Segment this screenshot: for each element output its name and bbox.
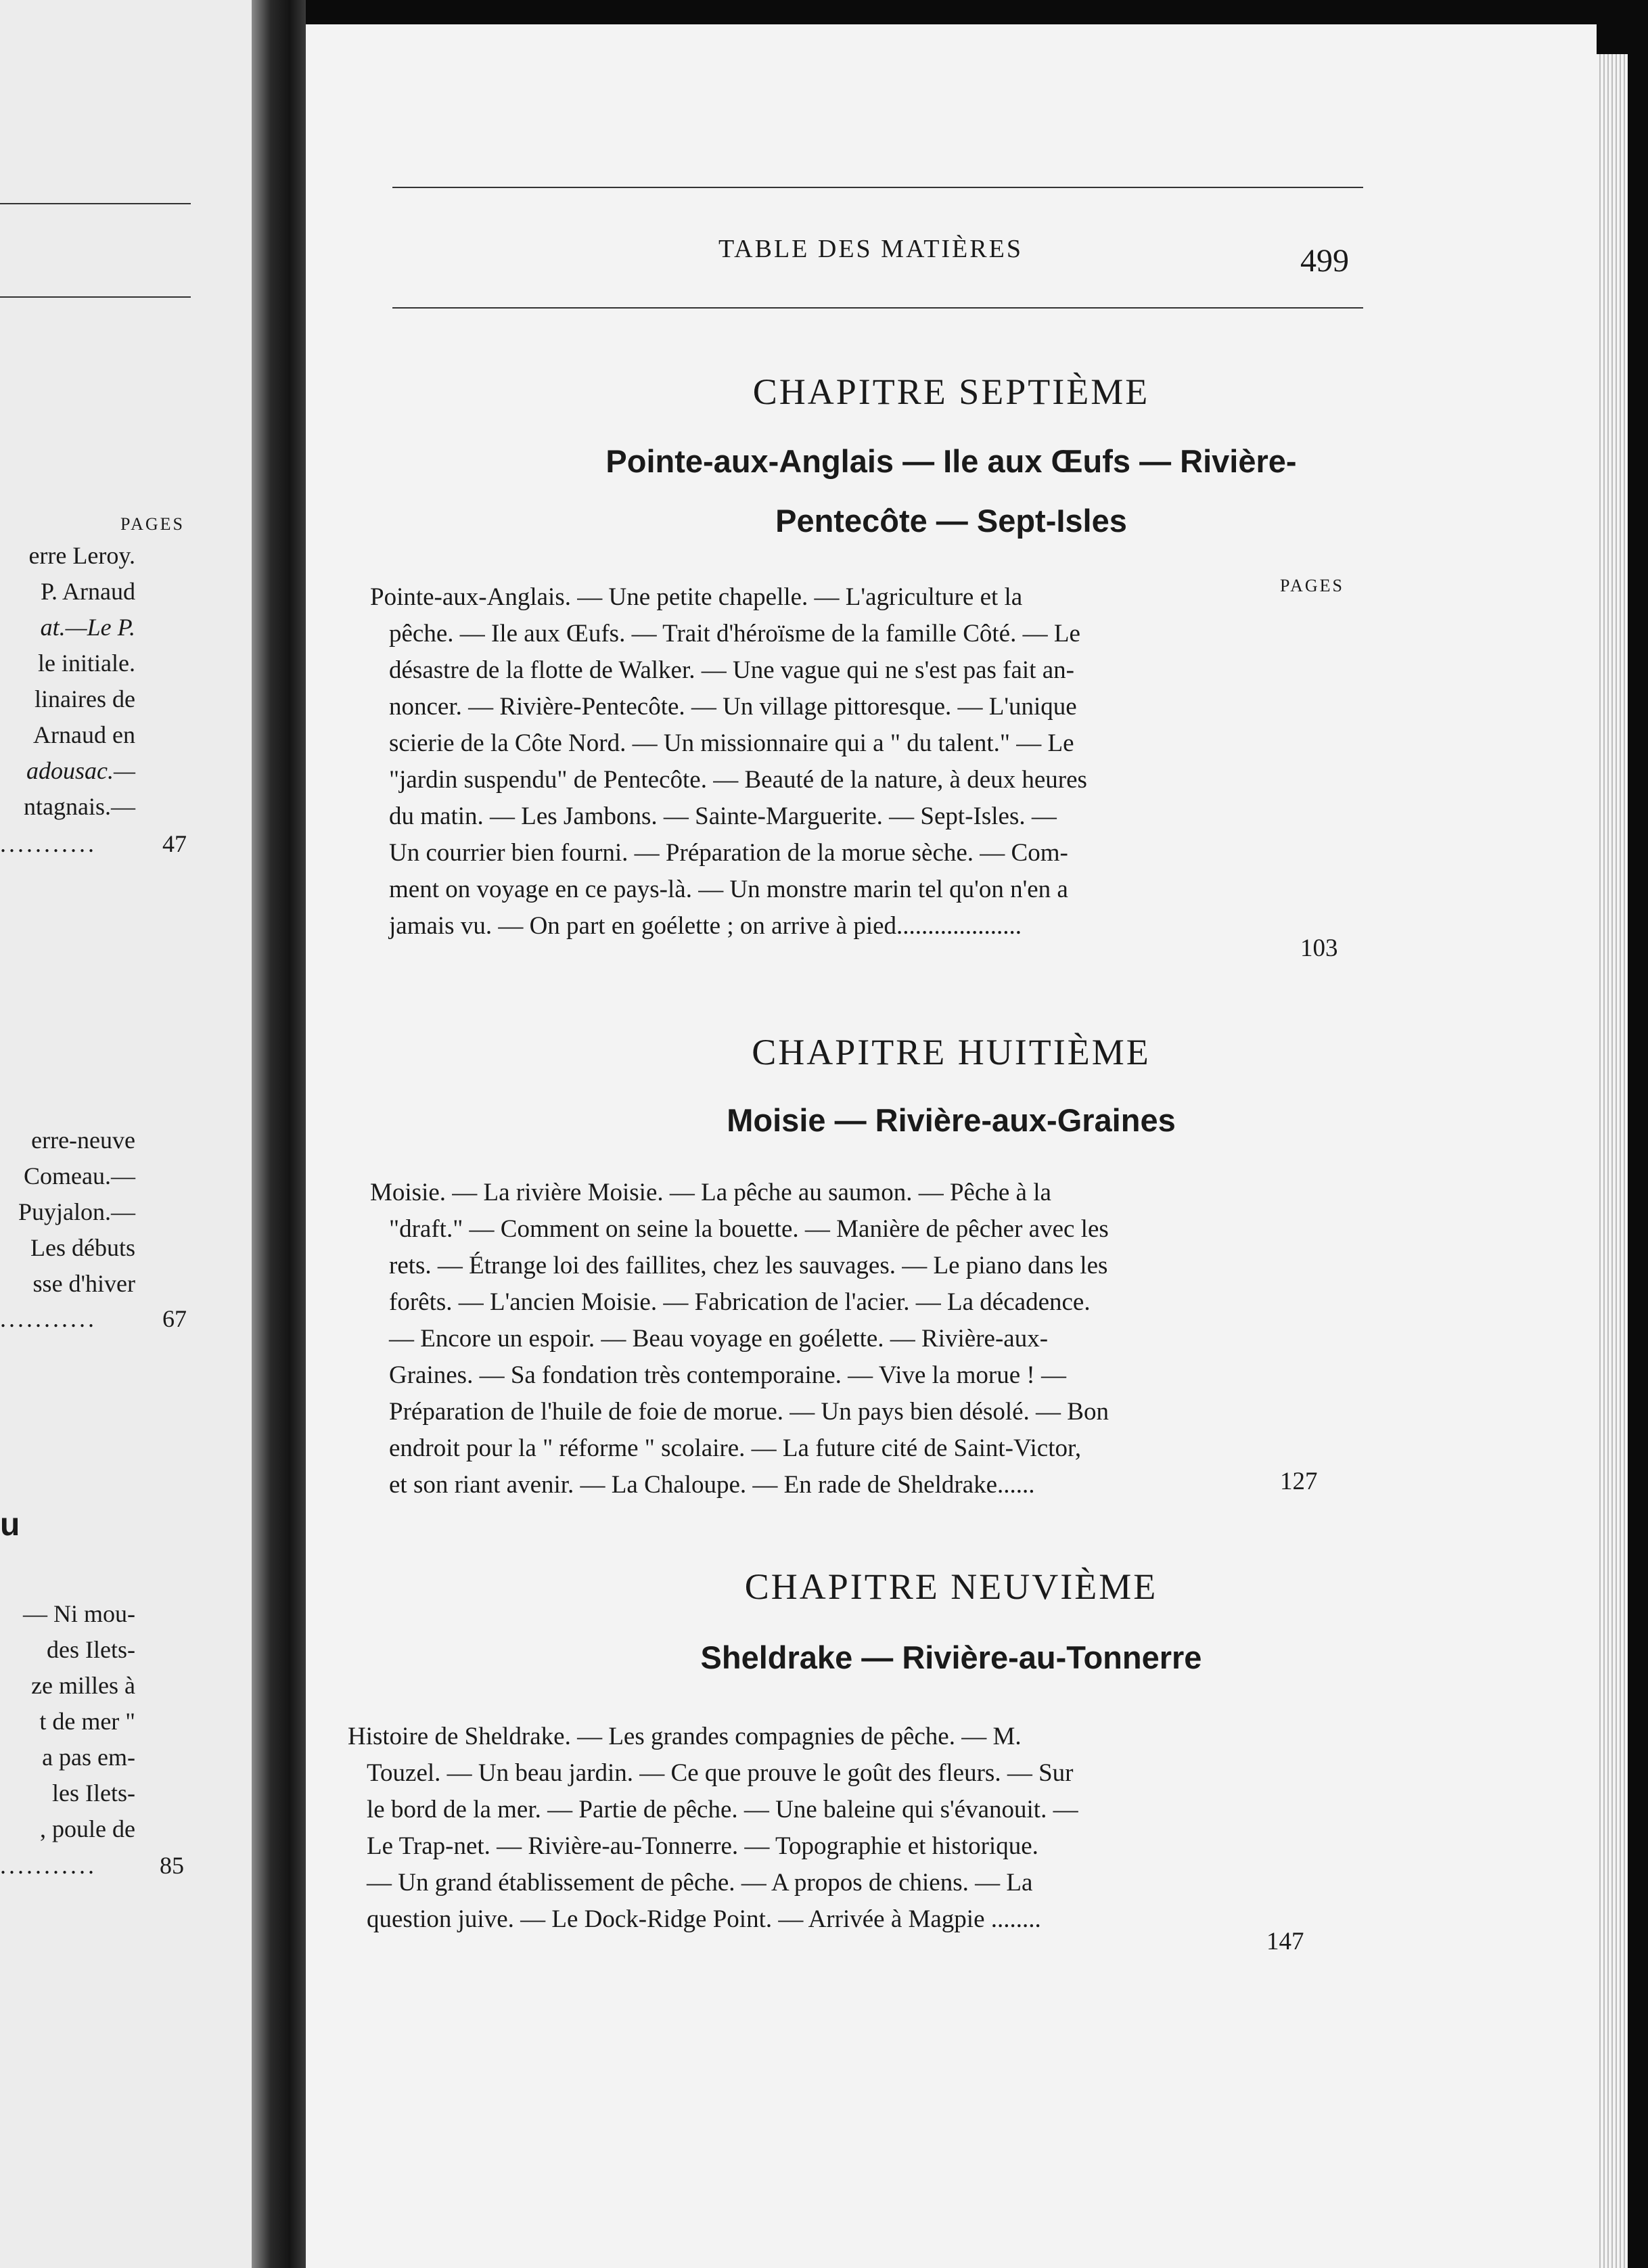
chapter-page-ref: 127 bbox=[1280, 1468, 1318, 1495]
left-leader-dots: ........... bbox=[0, 1852, 97, 1879]
chapter-summary bbox=[348, 1719, 1302, 1938]
chapter-page-ref: 147 bbox=[1266, 1928, 1304, 1955]
left-text-line: , poule de bbox=[40, 1815, 135, 1842]
left-text-line: Comeau.— bbox=[24, 1162, 135, 1189]
left-text-line: ntagnais.— bbox=[24, 793, 135, 820]
left-page-ref: 85 bbox=[160, 1852, 184, 1879]
summary-line: Préparation de l'huile de foie de morue. — Un pays bien désolé. — Bon bbox=[389, 1398, 1109, 1426]
summary-line: Graines. — Sa fondation très contemporaine. — Vive la morue ! — bbox=[389, 1361, 1066, 1389]
summary-line: ment on voyage en ce pays-là. — Un monstre marin tel qu'on n'en a bbox=[389, 876, 1068, 903]
chapter-subtitle: Pointe-aux-Anglais — Ile aux Œufs — Rivière- bbox=[605, 443, 1297, 479]
left-text-line: les Ilets- bbox=[52, 1779, 135, 1807]
right-page bbox=[306, 24, 1597, 2268]
summary-line: Pointe-aux-Anglais. — Une petite chapelle. — L'agriculture et la bbox=[370, 583, 1023, 611]
left-text-line: Arnaud en bbox=[33, 721, 135, 748]
summary-line: question juive. — Le Dock-Ridge Point. — Arrivée à Magpie ........ bbox=[367, 1905, 1041, 1933]
summary-line: Histoire de Sheldrake. — Les grandes compagnies de pêche. — M. bbox=[348, 1723, 1022, 1750]
chapter-summary bbox=[370, 1175, 1324, 1503]
page-edges bbox=[1597, 54, 1628, 2268]
summary-line: rets. — Étrange loi des faillites, chez les sauvages. — Le piano dans les bbox=[389, 1252, 1108, 1279]
summary-line: forêts. — L'ancien Moisie. — Fabrication de l'acier. — La décadence. bbox=[389, 1288, 1091, 1316]
left-page-ref: 67 bbox=[162, 1305, 187, 1332]
left-pages-label: PAGES bbox=[120, 514, 185, 534]
chapter-summary bbox=[370, 579, 1324, 945]
chapter-title: CHAPITRE HUITIÈME bbox=[752, 1032, 1151, 1072]
left-leader-dots: ........... bbox=[0, 1305, 97, 1332]
header-rule-top bbox=[392, 187, 1363, 188]
summary-line: endroit pour la " réforme " scolaire. — La future cité de Saint-Victor, bbox=[389, 1434, 1082, 1462]
left-text-line: des Ilets- bbox=[47, 1636, 135, 1663]
left-text-line: erre-neuve bbox=[31, 1127, 135, 1154]
summary-line: "draft." — Comment on seine la bouette. — Manière de pêcher avec les bbox=[389, 1215, 1109, 1243]
left-text-line: Puyjalon.— bbox=[18, 1198, 135, 1225]
summary-line: scierie de la Côte Nord. — Un missionnaire qui a " du talent." — Le bbox=[389, 729, 1074, 757]
left-text-line: P. Arnaud bbox=[40, 578, 135, 605]
chapter-subtitle: Sheldrake — Rivière-au-Tonnerre bbox=[700, 1639, 1202, 1675]
summary-line: "jardin suspendu" de Pentecôte. — Beauté de la nature, à deux heures bbox=[389, 766, 1087, 794]
left-page-ref: 47 bbox=[162, 830, 187, 857]
chapter-title: CHAPITRE SEPTIÈME bbox=[752, 371, 1150, 412]
left-text-line: erre Leroy. bbox=[28, 542, 135, 569]
left-text-line: a pas em- bbox=[42, 1744, 135, 1771]
left-text-line: t de mer " bbox=[39, 1708, 135, 1735]
left-text-line: ze milles à bbox=[31, 1672, 135, 1699]
summary-line: le bord de la mer. — Partie de pêche. — Une baleine qui s'évanouit. — bbox=[367, 1796, 1078, 1823]
left-text-line: — Ni mou- bbox=[23, 1600, 135, 1627]
left-text-line: adousac.— bbox=[26, 757, 135, 784]
pages-label: PAGES bbox=[1280, 576, 1344, 595]
left-text-line: at.—Le P. bbox=[40, 614, 135, 641]
left-heading-fragment: u bbox=[0, 1507, 20, 1543]
summary-line: Moisie. — La rivière Moisie. — La pêche au saumon. — Pêche à la bbox=[370, 1179, 1051, 1206]
left-text-line: linaires de bbox=[35, 685, 135, 712]
summary-line: et son riant avenir. — La Chaloupe. — En rade de Sheldrake...... bbox=[389, 1471, 1035, 1499]
left-text-line: Les débuts bbox=[30, 1234, 135, 1261]
summary-line: du matin. — Les Jambons. — Sainte-Marguerite. — Sept-Isles. — bbox=[389, 802, 1057, 830]
left-leader-dots: ........... bbox=[0, 830, 97, 857]
summary-line: — Un grand établissement de pêche. — A propos de chiens. — La bbox=[367, 1869, 1033, 1897]
chapter-title: CHAPITRE NEUVIÈME bbox=[744, 1566, 1158, 1607]
page-number: 499 bbox=[1300, 243, 1349, 279]
running-header-title: TABLE DES MATIÈRES bbox=[718, 235, 1023, 263]
left-text-line: sse d'hiver bbox=[32, 1270, 135, 1297]
summary-line: Touzel. — Un beau jardin. — Ce que prouve le goût des fleurs. — Sur bbox=[367, 1759, 1074, 1787]
summary-line: pêche. — Ile aux Œufs. — Trait d'héroïsme de la famille Côté. — Le bbox=[389, 620, 1080, 648]
left-rule-top bbox=[0, 203, 191, 204]
left-page bbox=[0, 0, 252, 2268]
summary-line: — Encore un espoir. — Beau voyage en goélette. — Rivière-aux- bbox=[389, 1325, 1049, 1353]
summary-line: noncer. — Rivière-Pentecôte. — Un village pittoresque. — L'unique bbox=[389, 693, 1077, 721]
left-text-line: le initiale. bbox=[38, 650, 135, 677]
summary-line: Un courrier bien fourni. — Préparation de la morue sèche. — Com- bbox=[389, 839, 1068, 867]
header-rule-bottom bbox=[392, 307, 1363, 309]
book-spine bbox=[252, 0, 306, 2268]
chapter-subtitle: Pentecôte — Sept-Isles bbox=[775, 503, 1127, 539]
chapter-page-ref: 103 bbox=[1300, 934, 1338, 962]
left-rule-bottom bbox=[0, 296, 191, 298]
summary-line: désastre de la flotte de Walker. — Une vague qui ne s'est pas fait an- bbox=[389, 656, 1074, 684]
summary-line: Le Trap-net. — Rivière-au-Tonnerre. — Topographie et historique. bbox=[367, 1832, 1038, 1860]
summary-line: jamais vu. — On part en goélette ; on arrive à pied.................... bbox=[389, 912, 1022, 940]
chapter-subtitle: Moisie — Rivière-aux-Graines bbox=[727, 1102, 1176, 1138]
